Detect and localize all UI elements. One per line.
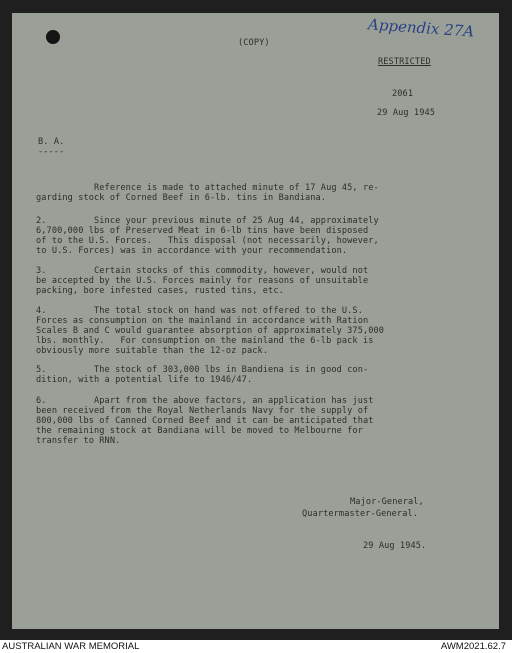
document-date: 29 Aug 1945: [377, 108, 436, 118]
footer-accession-number: AWM2021.62.7: [440, 641, 506, 652]
paragraph-5: 5. The stock of 303,000 lbs in Bandiena is in good con- dition, with a potential life to 1946/47.: [36, 365, 369, 385]
paragraph-2: 2. Since your previous minute of 25 Aug 44, approximately 6,700,000 lbs of Preserved Meat in 6-lb tins have been disposed of to the U.S. Forces. This disposal (not necessarily, however, to U.S. Forces) was in accordance with your recommendation.: [36, 216, 379, 256]
reference-number: 2061: [392, 89, 414, 99]
copy-label: (COPY): [238, 38, 270, 48]
signature-date: 29 Aug 1945.: [363, 541, 427, 551]
addressee-rule: -----: [38, 147, 65, 157]
punch-hole: [46, 30, 60, 44]
paragraph-6: 6. Apart from the above factors, an application has just been received from the Royal Netherlands Navy for the supply of 800,000 lbs of Canned Corned Beef and it can be anticipated that the remaining stock at Bandiana will be moved to Melbourne for transfer to RNN.: [36, 396, 374, 446]
document-page: [12, 13, 499, 629]
handwritten-annotation: Appendix 27A: [367, 15, 475, 41]
addressee: B. A.: [38, 137, 65, 147]
paragraph-4: 4. The total stock on hand was not offered to the U.S. Forces as consumption on the mainland in accordance with Ration Scales B and C would guarantee absorption of approximately 375,000 lbs. monthly. For consumption on the mainland the 6-lb pack is obviously more suitable than the 12-oz pack.: [36, 306, 385, 356]
paragraph-1: Reference is made to attached minute of 17 Aug 45, re- garding stock of Corned Beef in 6-lb. tins in Bandiana.: [36, 183, 379, 203]
footer-institution: AUSTRALIAN WAR MEMORIAL: [2, 641, 140, 652]
paragraph-3: 3. Certain stocks of this commodity, however, would not be accepted by the U.S. Forces mainly for reasons of unsuitable packing, bore infested cases, rusted tins, etc.: [36, 266, 369, 296]
signature-title: Quartermaster-General.: [302, 509, 419, 519]
classification-label: RESTRICTED: [378, 57, 431, 67]
signature-rank: Major-General,: [350, 497, 424, 507]
